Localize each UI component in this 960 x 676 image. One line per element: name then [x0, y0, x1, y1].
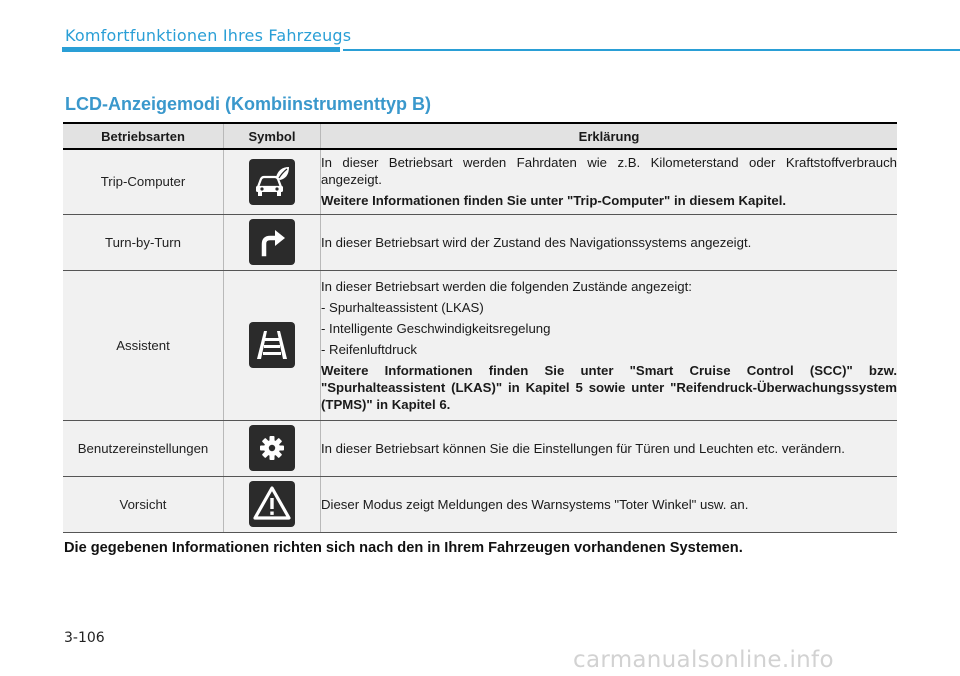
table-row: [63, 149, 897, 214]
explanation-text: In dieser Betriebsart werden die folgenden Zustände angezeigt:: [321, 278, 692, 294]
mode-name: Turn-by-Turn: [63, 214, 224, 270]
table-row: [63, 420, 897, 476]
page-number: 3-106: [64, 630, 105, 646]
explanation-cell: [321, 420, 898, 476]
list-item: - Intelligente Geschwindigkeitsregelung: [321, 320, 551, 336]
column-header-modes: Betriebsarten: [63, 123, 224, 149]
symbol-cell: [224, 420, 321, 476]
header-accent-bar: [62, 47, 340, 52]
watermark-text: carmanualsonline.info: [573, 647, 834, 673]
chapter-header-title: Komfortfunktionen Ihres Fahrzeugs: [65, 26, 352, 45]
symbol-cell: [224, 214, 321, 270]
section-title: LCD-Anzeigemodi (Kombiinstrumenttyp B): [65, 94, 431, 114]
explanation-reference: Weitere Informationen finden Sie unter "Smart Cruise Control (SCC)" bzw. "Spurhalteassistent (LKAS)" in Kapitel 5 sowie unter "Reifendruck-Überwachungssystem (TPMS)" in Kapitel 6.: [321, 362, 897, 412]
symbol-cell: [224, 149, 321, 214]
explanation-cell: [321, 476, 898, 532]
header-rule-line: [343, 49, 960, 51]
explanation-reference: Weitere Informationen finden Sie unter "Trip-Computer" in diesem Kapitel.: [321, 193, 787, 209]
explanation-text: In dieser Betriebsart werden Fahrdaten wie z.B. Kilometerstand oder Kraftstoffverbrauch angezeigt.: [321, 155, 897, 188]
explanation-cell: [321, 149, 898, 214]
car-leaf-icon: [249, 159, 295, 205]
lane-assist-icon: [249, 322, 295, 368]
table-header-row: [63, 123, 897, 149]
mode-name: Vorsicht: [63, 476, 224, 532]
warning-triangle-icon: [249, 481, 295, 527]
table-row: [63, 270, 897, 420]
mode-name: Trip-Computer: [63, 149, 224, 214]
explanation-cell: [321, 214, 898, 270]
list-item: - Spurhalteassistent (LKAS): [321, 299, 484, 315]
mode-name: Assistent: [63, 270, 224, 420]
list-item: - Reifenluftdruck: [321, 341, 418, 357]
explanation-cell: [321, 270, 898, 420]
table-row: [63, 214, 897, 270]
symbol-cell: [224, 476, 321, 532]
footnote: Die gegebenen Informationen richten sich nach den in Ihrem Fahrzeugen vorhandenen Systemen.: [64, 540, 743, 556]
explanation-text: Dieser Modus zeigt Meldungen des Warnsystems "Toter Winkel" usw. an.: [321, 496, 749, 512]
gear-icon: [249, 425, 295, 471]
explanation-text: In dieser Betriebsart wird der Zustand des Navigationssystems angezeigt.: [321, 234, 752, 250]
column-header-explanation: Erklärung: [321, 123, 898, 149]
display-modes-table: [63, 122, 897, 533]
column-header-symbol: Symbol: [224, 123, 321, 149]
symbol-cell: [224, 270, 321, 420]
table-row: [63, 476, 897, 532]
explanation-text: In dieser Betriebsart können Sie die Einstellungen für Türen und Leuchten etc. verändern.: [321, 440, 845, 456]
turn-arrow-icon: [249, 219, 295, 265]
mode-name: Benutzereinstellungen: [63, 420, 224, 476]
